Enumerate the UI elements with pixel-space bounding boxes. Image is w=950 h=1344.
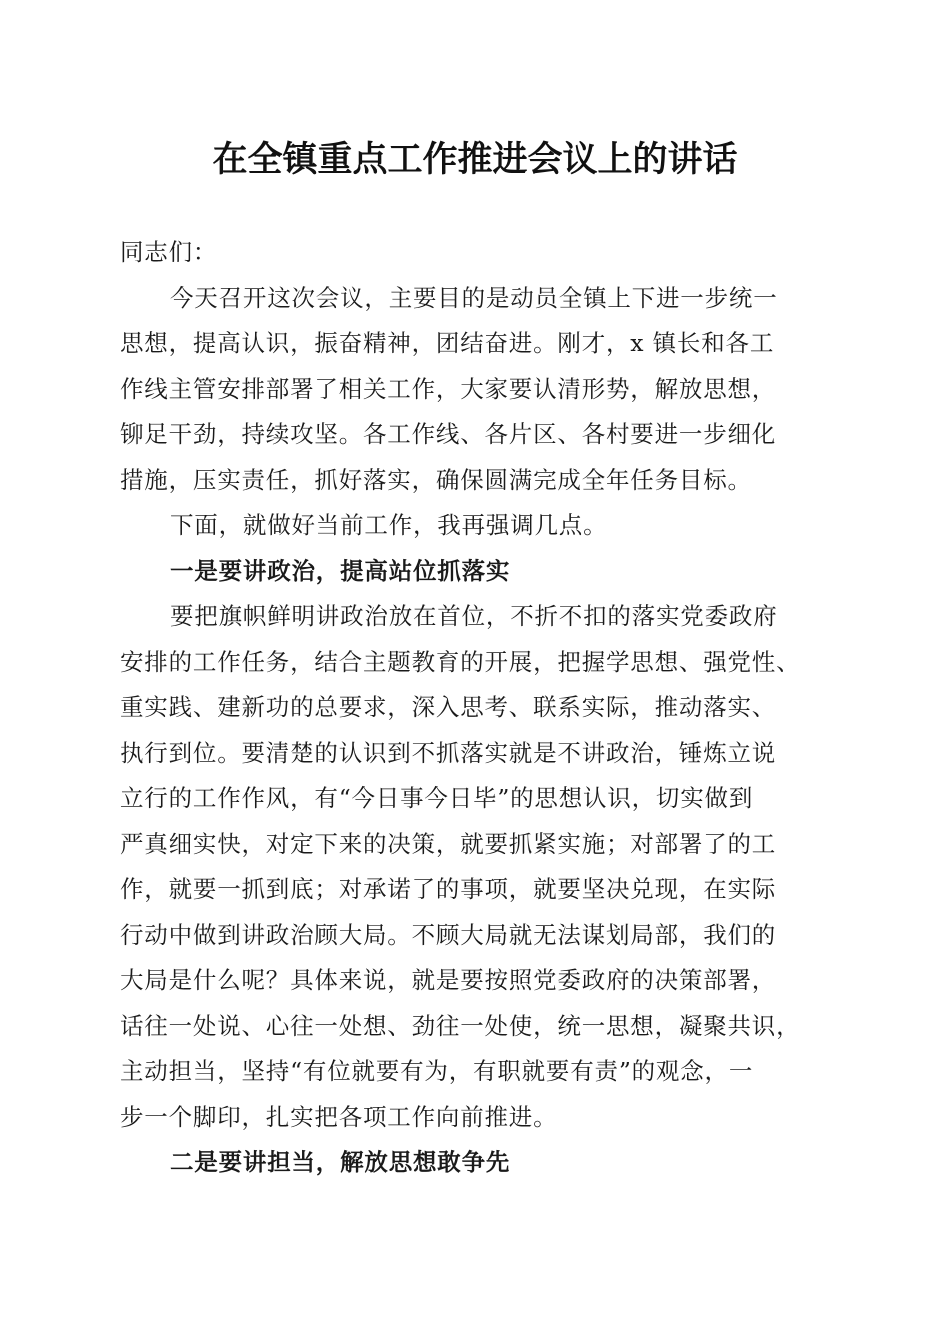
text-line: 要把旗帜鲜明讲政治放在首位，不折不扣的落实党委政府	[170, 602, 778, 630]
salutation: 同志们：	[120, 238, 218, 266]
text-line: 主动担当，坚持“有位就要有为，有职就要有责”的观念，一	[120, 1057, 754, 1085]
text-line: 作，就要一抓到底；对承诺了的事项，就要坚决兑现，在实际	[120, 875, 777, 903]
paragraph-lines	[120, 276, 832, 1186]
text-line: 安排的工作任务，结合主题教育的开展，把握学思想、强党性、	[120, 647, 801, 676]
section-heading: 一是要讲政治，提高站位抓落实	[170, 556, 511, 585]
text-line: 行动中做到讲政治顾大局。不顾大局就无法谋划局部，我们的	[120, 920, 777, 949]
text-line: 严真细实快，对定下来的决策，就要抓紧实施；对部署了的工	[120, 829, 777, 858]
text-line: 思想，提高认识，振奋精神，团结奋进。刚才，x 镇长和各工	[120, 329, 775, 357]
text-line: 话往一处说、心往一处想、劲往一处使，统一思想，凝聚共识，	[120, 1011, 801, 1040]
text-line: 重实践、建新功的总要求，深入思考、联系实际，推动落实、	[120, 693, 777, 721]
document-body	[120, 230, 832, 1186]
text-line: 执行到位。要清楚的认识到不抓落实就是不讲政治，锤炼立说	[120, 738, 777, 767]
text-line: 立行的工作作风，有“今日事今日毕”的思想认识，切实做到	[120, 784, 754, 812]
text-line: 大局是什么呢？具体来说，就是要按照党委政府的决策部署，	[120, 966, 777, 994]
text-line: 作线主管安排部署了相关工作，大家要认清形势，解放思想，	[120, 374, 777, 403]
text-line: 措施，压实责任，抓好落实，确保圆满完成全年任务目标。	[120, 465, 752, 494]
section-heading: 二是要讲担当，解放思想敢争先	[170, 1148, 511, 1176]
text-line: 步一个脚印，扎实把各项工作向前推进。	[120, 1102, 558, 1131]
document-title: 在全镇重点工作推进会议上的讲话	[212, 140, 738, 180]
text-line: 今天召开这次会议，主要目的是动员全镇上下进一步统一	[170, 283, 778, 312]
text-line: 下面，就做好当前工作，我再强调几点。	[170, 511, 608, 539]
text-line: 铆足干劲，持续攻坚。各工作线、各片区、各村要进一步细化	[120, 420, 777, 448]
